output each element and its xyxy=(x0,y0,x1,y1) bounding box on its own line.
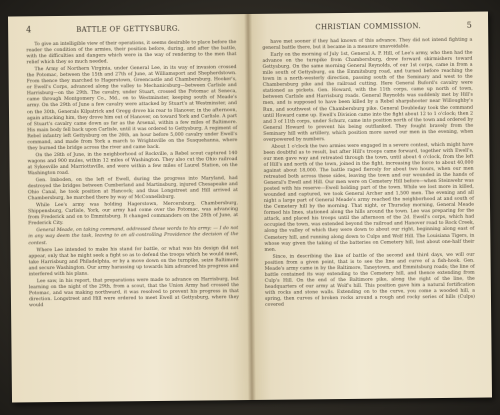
left-page-body xyxy=(26,40,239,309)
left-page-number: 4 xyxy=(26,25,32,35)
paragraph: Since, in describing the line of battle of the second and third days, we will our position from a given point, that is to see the line and curve of a fish-hook. Gen. Meade's army came in by the Baltimore, Taneytown, and Emmitsburg roads; the line of battle contained its way extending to the Cemetery hill, and thence extending from Culp's Hill. On the end of the Baltimore pike, along the right of the line, the headquarters of our army at Wolf's hill. This position gave him a natural fortification with rocks and stone walls. Extending on to the curve, you come a wooded hill, a spring, then curves of broken rocks around a rough and rocky series of hills (Culps) covered xyxy=(264,252,475,308)
paragraph: About 1 o'clock the two armies were engaged in a severe contest, which might have been doubtful as to result, but after Hill's troops came forward, together with Ewell's, our men gave way and retreated through the town, until about 4 o'clock, from the left of Hill's and north of the town, joined in the fight, increasing the force to about 40,000 against about 18,000. The battle raged fiercely for about two hours, when our men retreated both across these sides, leaving the town and our wounded in the hands of General's Ewell and Hill. Our men were on Cemetery Hill before—when Steinwehr was posted with his reserve—Ewell holding part of the town. While we lost more in killed, wounded and captured, we took General Archer and 1,500 men. The evening and all night a large part of General Meade's army reached the neighborhood at and south of the Cemetery hill by the morning. That night, or Thursday morning, General Meade formed his lines, stationed along the hills around the town. Lee was preparing for the attack, and placed his troops until the afternoon of the 2d. Ewell's corps, which had occupied the town, was extended beyond the railroad and Hanover road to Rock Creek, along the valley of which they were down to about our right, beginning along east of Cemetery hill, and running along down to Culps and Wolf Hill. The Louisiana Tigers, in whose way given the taking of the batteries on Cemetery hill, lost about one-half their men. xyxy=(263,142,475,253)
right-page xyxy=(248,11,492,399)
paragraph: have met sooner if they had known of this advance. They did not intend fighting a general battle there, but it became in a measure unavoidable. xyxy=(262,37,473,51)
paragraph-quote: General Meade, on taking command, addressed these words to his army: — I do not in any way deem the task, leaving to an all-controlling Providence the decision of the contest. xyxy=(28,226,239,246)
paragraph: Gen. Imboden, on the left of Ewell, during the progress into Maryland, had destroyed the bridges between Cumberland and Martinsburg, injured Chesapeake and Ohio Canal, he took position at Hancock; and thus Longstreet and Hill arrived at Chambersburg, he marched there by way of McConnellsburg. xyxy=(27,176,238,202)
paragraph: To give an intelligible view of their operations, it seems desirable to place before the reader the condition of the armies, their position before, during, and after the battle, with the difficulties and dangers which were in the way of rendering to the men that relief which they so much needed. xyxy=(26,40,237,66)
left-running-head: BATTLE OF GETTYSBURG. xyxy=(76,24,181,34)
left-page xyxy=(8,14,252,402)
open-pamphlet xyxy=(8,11,492,402)
right-page-header xyxy=(262,21,474,35)
left-page-header xyxy=(22,23,234,37)
right-page-number: 5 xyxy=(466,20,473,30)
paragraph: The Army of Northern Virginia, under General Lee, in its way of invasion crossed the Potomac, between the 15th and 27th of June, at Williamsport and Shepherdstown. From thence they marched to Hagerstown, Greencastle and Chambersburg. Hooker's, or Ewell's Corps, advanced along the valley to Mechanicsburg—between Carlisle and Harrisburg—on the 29th. The cavalry, under Stuart, crossed the Potomac at Seneca, came through Montgomery Co., Md., on to Westminster, keeping south of Meade's army. On the 29th of June a few cavalry were attacked by Stuart's at Westminster, and on the 30th, Generals Kilpatrick and Gregg drove his rear to Hanover, in the afternoon, again attacking him, they drove him out of Hanover, on toward York and Carlisle. A part of Stuart's cavalry came down as far as the Arsenal, within a few miles of Baltimore. His main body fell back upon Carlisle, until it was ordered to Gettysburg. A regiment of Rebel infantry left Gettysburg on the 26th, an hour before 5,000 cavalry under Ewell's command, and made from York a march to Wrightsville on the Susquehanna, where they burned the bridge across the river and came back. xyxy=(26,65,238,152)
right-running-head: CHRISTIAN COMMISSION. xyxy=(315,22,421,32)
paragraph: On the 28th of June, in the neighborhood of Rockville, a Rebel scout captured 140 wagons and 900 mules, within 12 miles of Washington. They also cut the Ohio railroad at Sykesville and Marriottsville, and were within a few miles of Laurel Station, on the Washington road. xyxy=(27,150,238,177)
paragraph: Early on the morning of July 1st, General A. P. Hill, of Lee's army, who then had the advance on the turnpike from Chambersburg, drew forward skirmishers toward Gettysburg. On the same morning General Reynolds, of our 1st corps, came in from a mile south of Gettysburg, on the Emmitsburg road, and turned before reaching the town in a north-westerly direction, passing south of the Seminary and west to the Chambersburg pike and the railroad cutting. Here General Buford's cavalry were stationed as pickets. Gen. Howard, with the 11th corps, came up north of town, between Carlisle and Harrisburg roads. General Reynolds was suddenly met by Hill's men, and is supposed to have been killed by a Rebel sharpshooter near Willoughby's Run, and southwest of the Chambersburg pike. General Doubleday took the command until Howard came up. Ewell's Division came into the fight about 12 to 1 o'clock; then 2 and 3 of 11th corps, under Schurz, came into position north of the town and ordered by General Howard to prevent his being outflanked. They fought bravely from the Seminary hill with artillery, which position more saved our men in the evening, when overpowered by numbers. xyxy=(262,50,474,143)
paragraph: Lee saw, in his report, that preparations were made to advance on Harrisburg, but learning on the night of the 29th, from a scout, that the Union Army had crossed the Potomac, and was making northward, it was resolved to prevent his progress in that direction. Longstreet and Hill were ordered to meet Ewell at Gettysburg, where they would xyxy=(28,276,239,309)
paragraph: While Lee's army was holding Hagerstown, Mercersburg, Chambersburg, Shippensburg, Carlisle, York, our army had come over the Potomac, was advancing from Frederick and on to Emmitsburg. It changed commanders on the 28th of June, at Frederick City. xyxy=(28,201,239,227)
right-page-body xyxy=(262,38,475,309)
paragraph: Where Lee intended to make his stand for battle, or what was his design did not appear, only that he might seek a fight so as to defend the troops which he would meet, take Harrisburg and Philadelphia, or by a move down on the turnpike, seize Baltimore and secure Washington. Our army harassing up towards him advanced his progress and interfered with his plans. xyxy=(28,245,239,278)
